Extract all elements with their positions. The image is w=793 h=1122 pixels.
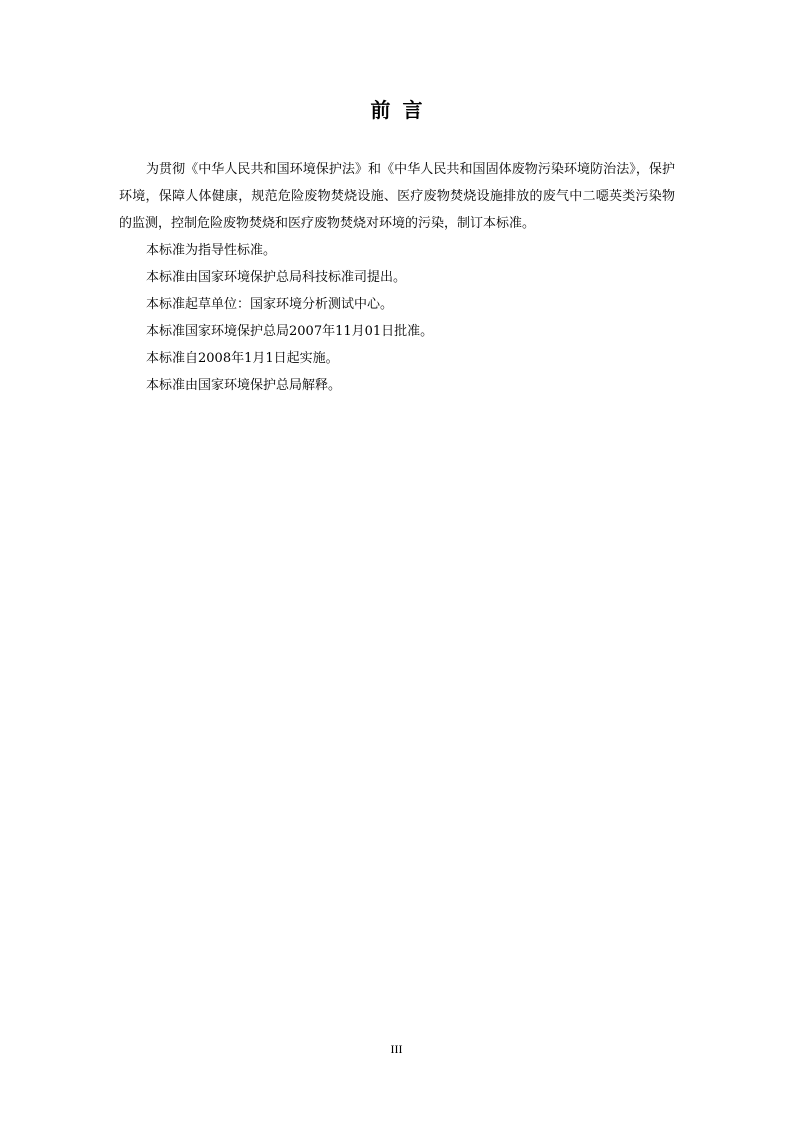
foreword-body xyxy=(119,156,675,399)
paragraph-drafting-unit: 本标准起草单位：国家环境分析测试中心。 xyxy=(146,297,394,312)
paragraph-standard-type: 本标准为指导性标准。 xyxy=(146,243,277,258)
paragraph-interpretation: 本标准由国家环境保护总局解释。 xyxy=(146,378,342,393)
paragraph-proposer: 本标准由国家环境保护总局科技标准司提出。 xyxy=(146,270,407,285)
page-title: 前言 xyxy=(370,98,435,122)
page-number: III xyxy=(390,1042,403,1056)
paragraph-purpose: 为贯彻《中华人民共和国环境保护法》和《中华人民共和国固体废物污染环境防治法》，保护环境，保障人体健康，规范危险废物焚烧设施、医疗废物焚烧设施排放的废气中二噁英类污染物的监测，控制危险废物焚烧和医疗废物焚烧对环境的污染，制订本标准。 xyxy=(119,162,675,231)
paragraph-implementation-date: 本标准自2008年1月1日起实施。 xyxy=(146,351,339,366)
paragraph-approval-date: 本标准国家环境保护总局2007年11月01日批准。 xyxy=(146,324,434,339)
